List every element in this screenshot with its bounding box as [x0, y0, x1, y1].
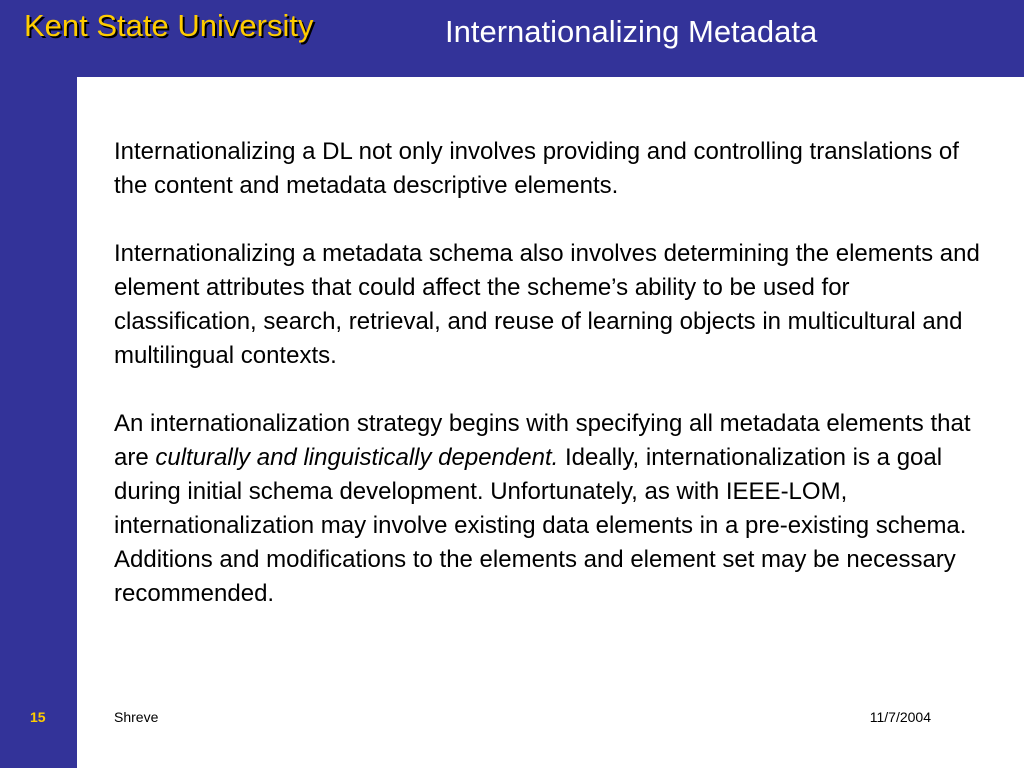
paragraph-3-start: An internationalization strategy begins with specifying all metadata elements that are	[114, 410, 971, 471]
paragraph-3-end: Ideally, internationalization is a goal during initial schema development. Unfortunately, as with IEEE-LOM, internationalization may involve existing data elements in a pre-existing schema. Additions and modifications to the elements and element set may be necessary recommended.	[114, 444, 967, 607]
content-panel	[77, 77, 1024, 768]
footer-author: Shreve	[114, 709, 159, 725]
paragraph-3-emphasis: culturally and linguistically dependent.	[155, 444, 559, 471]
body-text	[114, 135, 984, 645]
slide-title: Internationalizing Metadata	[445, 14, 818, 49]
footer-date: 11/7/2004	[869, 709, 931, 725]
paragraph-2: Internationalizing a metadata schema also involves determining the elements and element attributes that could affect the scheme’s ability to be used for classification, search, retrieval, and reuse of learning objects in multicultural and multilingual contexts.	[114, 240, 980, 369]
university-brand: Kent State University	[24, 8, 314, 43]
slide-number: 15	[30, 709, 46, 725]
paragraph-1: Internationalizing a DL not only involves providing and controlling translations of the content and metadata descriptive elements.	[114, 138, 959, 199]
paragraph-3	[114, 407, 984, 611]
